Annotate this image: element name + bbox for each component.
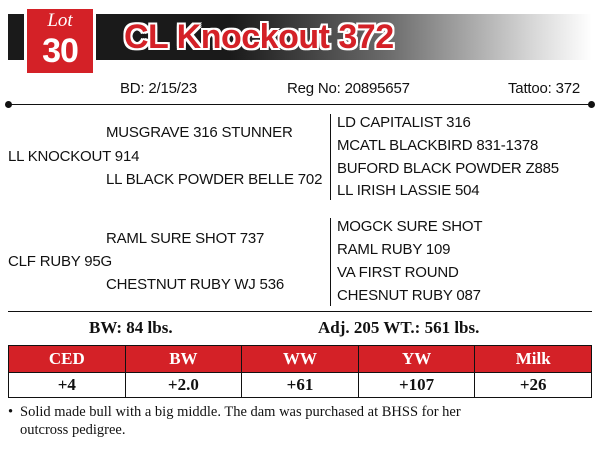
divider-middle [8, 311, 592, 312]
epd-value: +26 [475, 373, 592, 398]
pedigree-gp: LD CAPITALIST 316 [337, 114, 471, 131]
pedigree-gp: RAML RUBY 109 [337, 241, 451, 258]
pedigree-gp: BUFORD BLACK POWDER Z885 [337, 160, 559, 177]
pedigree-bracket-dam [330, 218, 331, 306]
epd-table [8, 345, 592, 398]
divider-dot-right [588, 101, 595, 108]
lot-label: Lot [47, 10, 73, 31]
adjusted-205-weight: Adj. 205 WT.: 561 lbs. [318, 318, 480, 337]
epd-header: Milk [475, 346, 592, 373]
tattoo: Tattoo: 372 [508, 80, 581, 97]
notes-line: outcross pedigree. [20, 422, 126, 438]
pedigree-gp: CHESNUT RUBY 087 [337, 287, 481, 304]
epd-header: YW [358, 346, 475, 373]
pedigree-sire-sire: MUSGRAVE 316 STUNNER [106, 124, 293, 141]
lot-number: 30 [42, 32, 78, 70]
animal-title: CL Knockout 372 [124, 18, 394, 56]
epd-header: BW [125, 346, 242, 373]
birth-date: BD: 2/15/23 [120, 80, 198, 97]
epd-value: +4 [9, 373, 126, 398]
divider-top [8, 104, 592, 105]
epd-header: WW [242, 346, 359, 373]
epd-value-row [9, 373, 592, 398]
pedigree-gp: LL IRISH LASSIE 504 [337, 182, 480, 199]
pedigree-dam-dam: CHESTNUT RUBY WJ 536 [106, 276, 284, 293]
epd-header: CED [9, 346, 126, 373]
pedigree-gp: MCATL BLACKBIRD 831-1378 [337, 137, 539, 154]
pedigree-dam: CLF RUBY 95G [8, 253, 113, 270]
notes-line: Solid made bull with a big middle. The dam was purchased at BHSS for her [20, 404, 461, 420]
birth-weight: BW: 84 lbs. [89, 318, 173, 337]
pedigree-sire-dam: LL BLACK POWDER BELLE 702 [106, 171, 323, 188]
pedigree-bracket-sire [330, 114, 331, 200]
pedigree-gp: MOGCK SURE SHOT [337, 218, 483, 235]
pedigree-dam-sire: RAML SURE SHOT 737 [106, 230, 265, 247]
epd-value: +2.0 [125, 373, 242, 398]
epd-value: +107 [358, 373, 475, 398]
epd-value: +61 [242, 373, 359, 398]
lot-badge [24, 6, 96, 76]
divider-dot-left [5, 101, 12, 108]
lot-notes [8, 403, 592, 439]
pedigree-sire: LL KNOCKOUT 914 [8, 148, 140, 165]
epd-header-row [9, 346, 592, 373]
bullet-icon: • [8, 404, 14, 420]
registration-number: Reg No: 20895657 [287, 80, 410, 97]
pedigree-gp: VA FIRST ROUND [337, 264, 459, 281]
